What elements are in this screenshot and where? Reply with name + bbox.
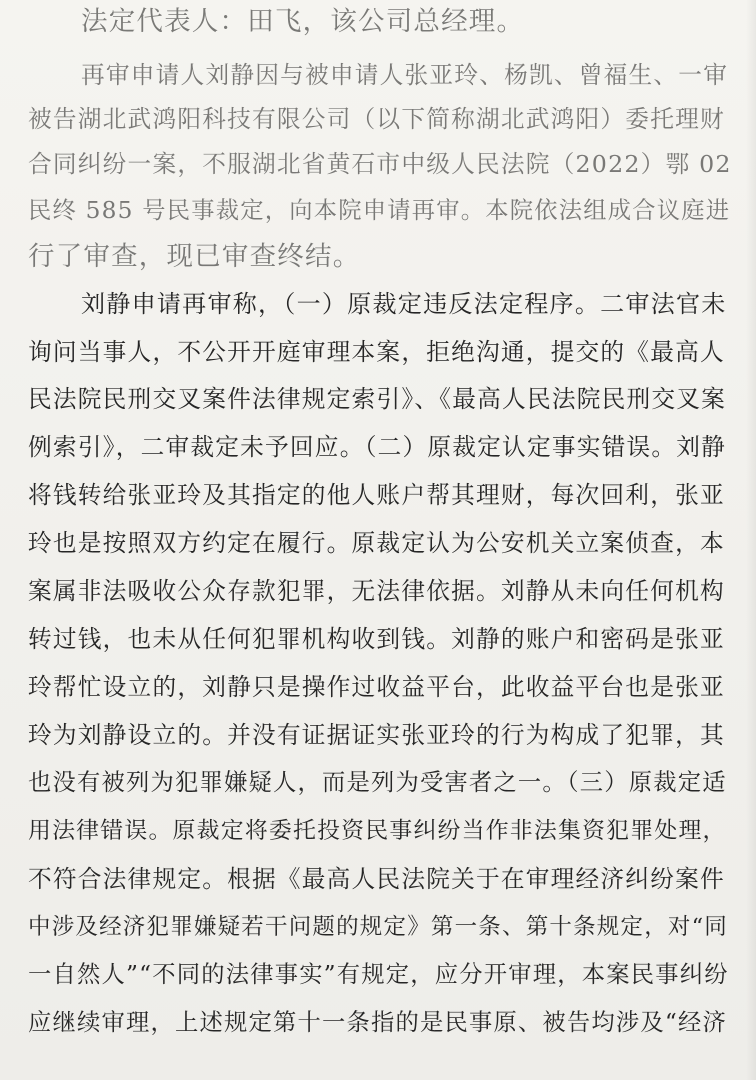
text-line-11: 将钱转给张亚玲及其指定的他人账户帮其理财，每次回利，张亚 [28,481,725,509]
text-line-20: 中涉及经济犯罪嫌疑若干问题的规定》第一条、第十条规定，对“同 [28,914,729,940]
text-line-12: 玲也是按照双方约定在履行。原裁定认为公安机关立案侦查，本 [28,529,725,557]
text-line-13: 案属非法吸收公众存款犯罪，无法律依据。刘静从未向任何机构 [28,577,725,605]
text-line-9: 民法院民刑交叉案件法律规定索引》、《最高人民法院民刑交叉案 [28,385,727,413]
text-line-3: 被告湖北武鸿阳科技有限公司（以下简称湖北武鸿阳）委托理财 [28,105,725,133]
scan-shadow [746,0,756,1080]
text-line-16: 玲为刘静设立的。并没有证据证实张亚玲的行为构成了犯罪，其 [28,721,725,749]
text-line-10: 例索引》，二审裁定未予回应。（二）原裁定认定事实错误。刘静 [28,433,727,461]
text-line-8: 询问当事人，不公开开庭审理本案，拒绝沟通，提交的《最高人 [28,338,725,366]
text-line-17: 也没有被列为犯罪嫌疑人，而是列为受害者之一。（三）原裁定适 [28,769,727,796]
text-line-4: 合同纠纷一案，不服湖北省黄石市中级人民法院（2022）鄂 02 [28,150,732,178]
text-line-5: 民终 585 号民事裁定，向本院申请再审。本院依法组成合议庭进 [28,197,731,224]
text-line-14: 转过钱，也未从任何犯罪机构收到钱。刘静的账户和密码是张亚 [28,625,725,653]
text-line-6: 行了审查，现已审查终结。 [28,241,361,272]
text-line-22: 应继续审理，上述规定第十一条指的是民事原、被告均涉及“经济 [28,1009,728,1036]
text-line-18: 用法律错误。原裁定将委托投资民事纠纷当作非法集资犯罪处理， [28,818,727,844]
text-line-1: 法定代表人：田飞，该公司总经理。 [81,6,525,37]
text-line-21: 一自然人”“不同的法律事实”有规定，应分开审理，本案民事纠纷 [28,961,729,988]
text-line-7: 刘静申请再审称，（一）原裁定违反法定程序。二审法官未 [81,290,727,318]
text-line-2: 再审申请人刘静因与被申请人张亚玲、杨凯、曾福生、一审 [81,61,729,89]
text-line-19: 不符合法律规定。根据《最高人民法院关于在审理经济纠纷案件 [28,865,725,893]
text-line-15: 玲帮忙设立的，刘静只是操作过收益平台，此收益平台也是张亚 [28,673,725,701]
